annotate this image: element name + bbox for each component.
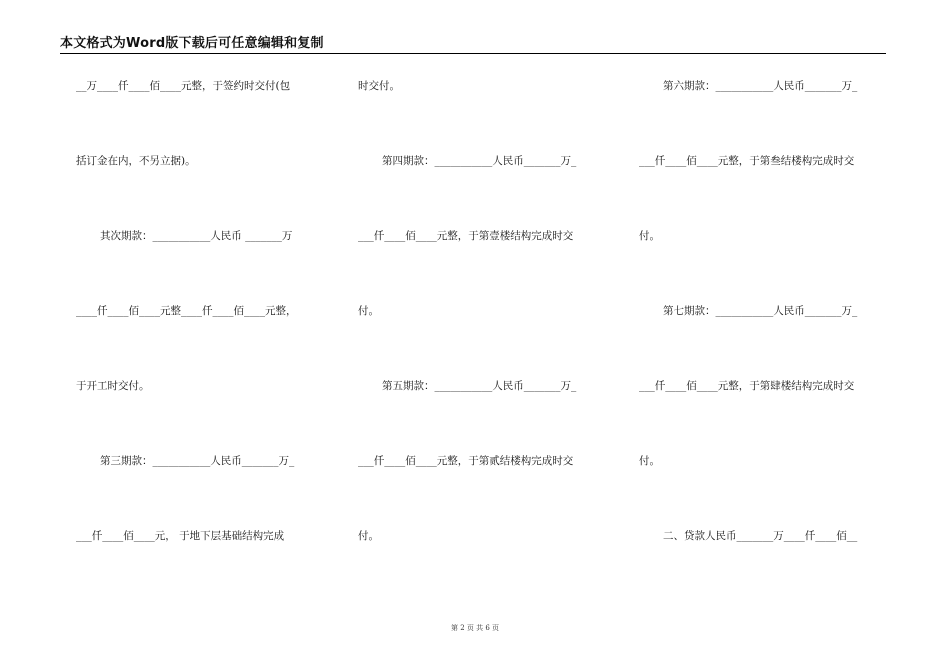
page-footer <box>0 623 950 633</box>
text-line: 第五期款：___________人民币_______万_ <box>382 380 577 392</box>
text-line: 第六期款：___________人民币_______万_ <box>663 80 858 92</box>
text-line: ____仟____佰____元整____仟____佰____元整， <box>76 305 297 317</box>
text-line: 第三期款：___________人民币_______万_ <box>100 455 295 467</box>
text-line: 第四期款：___________人民币_______万_ <box>382 155 577 167</box>
text-line: 时交付。 <box>358 80 400 92</box>
text-column-3 <box>639 78 885 603</box>
text-line: 付。 <box>639 455 660 467</box>
text-line: __万____仟____佰____元整，于签约时交付(包 <box>76 80 291 92</box>
text-line: 于开工时交付。 <box>76 380 150 392</box>
page-number: 第 2 页 共 6 页 <box>450 624 500 632</box>
text-column-2 <box>358 78 608 603</box>
text-line: 其次期款：___________人民币 _______万 <box>100 230 293 242</box>
text-line: ___仟____佰____元整，于第壹楼结构完成时交 <box>358 230 574 242</box>
text-line: ___仟____佰____元， 于地下层基础结构完成 <box>76 530 285 542</box>
text-line: 付。 <box>358 530 379 542</box>
text-column-1 <box>76 78 322 603</box>
text-line: ___仟____佰____元整，于第叁结楼构完成时交 <box>639 155 855 167</box>
text-line: 付。 <box>639 230 660 242</box>
text-line: ___仟____佰____元整，于第贰结楼构完成时交 <box>358 455 574 467</box>
text-line: 括订金在内，不另立据)。 <box>76 155 196 167</box>
document-header <box>60 35 886 54</box>
text-line: 第七期款：___________人民币_______万_ <box>663 305 858 317</box>
text-line: ___仟____佰____元整，于第肆楼结构完成时交 <box>639 380 855 392</box>
text-line: 二、贷款人民币_______万____仟____佰__ <box>663 530 858 542</box>
text-line: 付。 <box>358 305 379 317</box>
header-title: 本文格式为Word版下载后可任意编辑和复制 <box>60 36 324 51</box>
